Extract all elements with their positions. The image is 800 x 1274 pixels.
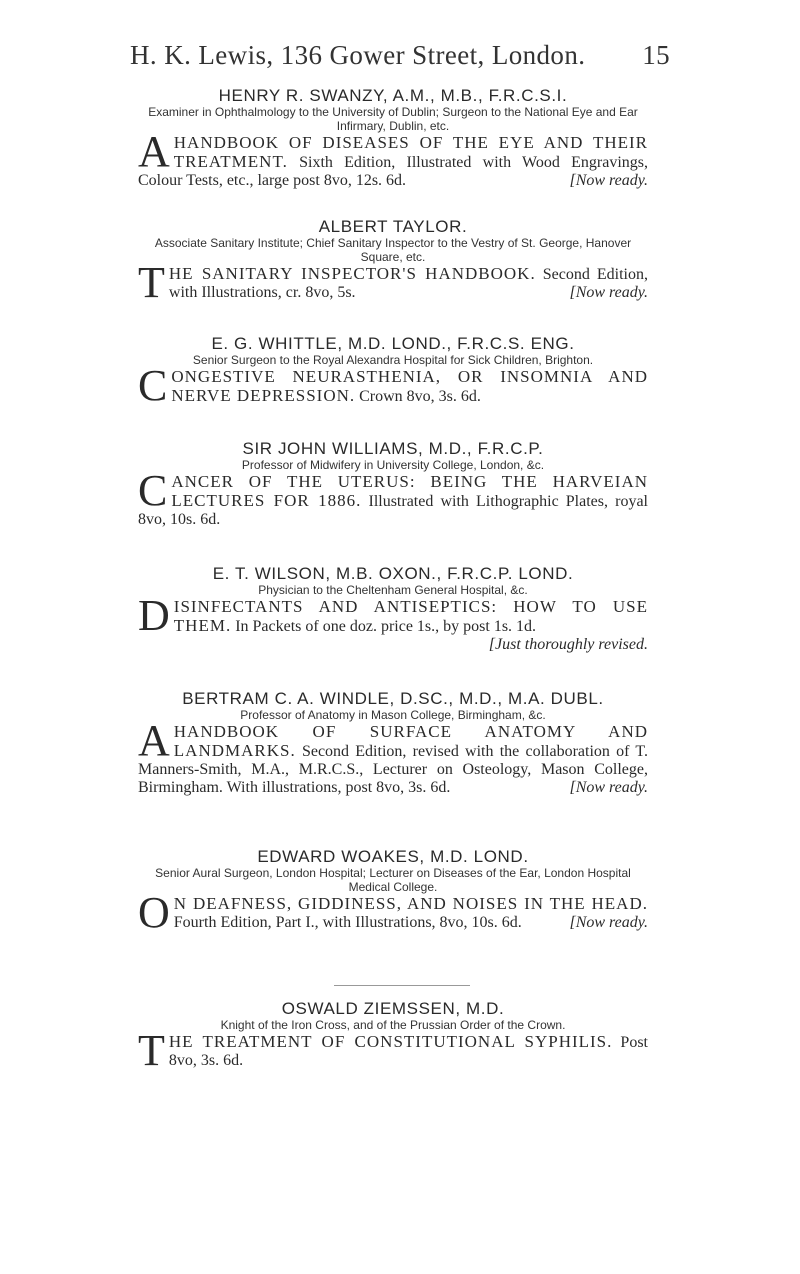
author-name: BERTRAM C. A. WINDLE, D.SC., M.D., M.A. DUBL. [182,689,604,708]
book-details: Post 8vo, 3s. 6d. [168,1034,648,1069]
drop-initial: A [138,716,170,765]
availability-status: [Now ready. [569,172,648,189]
author-name: ALBERT TAYLOR. [318,217,468,236]
author-name: EDWARD WOAKES, M.D. LOND. [257,847,529,866]
author-name: HENRY R. SWANZY, A.M., M.B., F.R.C.S.I. [218,86,568,105]
catalogue-entry [138,565,648,654]
availability-status: [Now ready. [569,284,648,301]
book-title: HE SANITARY INSPECTOR'S HANDBOOK. [168,264,536,283]
book-details: In Packets of one doz. price 1s., by post 1s. 1d. [235,618,537,635]
book-listing [138,591,648,654]
author-credential: Professor of Midwifery in University College, London, &c. [241,458,545,472]
running-head [130,40,670,71]
author-credential: Knight of the Iron Cross, and of the Prussian Order of the Crown. [220,1018,566,1032]
page-number: 15 [642,40,670,70]
book-title: ANCER OF THE UTERUS: BEING THE HARVEIAN LECTURES FOR 1886. [171,472,648,510]
book-listing [138,1026,648,1075]
catalogue-entry [138,334,648,410]
author-credential: Examiner in Ophthalmology to the University of Dublin; Surgeon to the National Eye and Ear Infirmary, Dublin, etc. [148,105,638,133]
author-name: SIR JOHN WILLIAMS, M.D., F.R.C.P. [242,439,544,458]
book-title: HE TREATMENT OF CONSTITUTIONAL SYPHILIS. [168,1032,613,1051]
drop-initial: C [138,466,168,515]
catalogue-entry [138,690,648,797]
drop-initial: O [138,888,170,937]
author-credential: Associate Sanitary Institute; Chief Sanitary Inspector to the Vestry of St. George, Hanover Square, etc. [154,236,632,264]
book-title: HANDBOOK OF DISEASES OF THE EYE AND THEIR TREATMENT. [173,133,648,171]
catalogue-entry [138,87,648,190]
book-details: Second Edition, revised with the collaboration of T. Manners-Smith, M.A., M.R.C.S., Lecturer on Osteology, Mason College, Birmingham. With illustrations, post 8vo, 3s. 6d. [138,743,648,796]
author-credential: Professor of Anatomy in Mason College, Birmingham, &c. [240,708,546,722]
author-credential: Senior Aural Surgeon, London Hospital; Lecturer on Diseases of the Ear, London Hospital Medical College. [155,866,631,894]
book-listing [138,716,648,797]
book-details: Second Edition, with Illustrations, cr. 8vo, 5s. [168,266,648,301]
drop-initial: T [138,258,165,307]
book-details: Crown 8vo, 3s. 6d. [359,388,481,405]
catalogue-entry [138,999,648,1075]
book-listing [138,888,648,937]
catalogue-entry [138,847,648,937]
availability-status: [Now ready. [569,914,648,931]
running-head-title: H. K. Lewis, 136 Gower Street, London. [130,40,586,70]
catalogue-entry [138,440,648,529]
catalogue-entry [138,217,648,307]
book-details: Fourth Edition, Part I., with Illustrations, 8vo, 10s. 6d. [173,914,522,931]
book-listing [138,127,648,190]
book-details: Sixth Edition, Illustrated with Wood Engravings, Colour Tests, etc., large post 8vo, 12s. 6d. [138,154,648,189]
book-title: ISINFECTANTS AND ANTISEPTICS: HOW TO USE THEM. [173,597,648,635]
drop-initial: A [138,127,170,176]
drop-initial: C [138,361,168,410]
book-details: Illustrated with Lithographic Plates, royal 8vo, 10s. 6d. [138,493,648,528]
author-name: E. T. WILSON, M.B. OXON., F.R.C.P. LOND. [212,564,574,583]
book-listing [138,466,648,529]
book-listing [138,258,648,307]
author-name: OSWALD ZIEMSSEN, M.D. [281,999,505,1018]
book-title: HANDBOOK OF SURFACE ANATOMY AND LANDMARKS. [173,722,648,760]
separator-rule [334,985,470,986]
book-title: N DEAFNESS, GIDDINESS, AND NOISES IN THE HEAD. [173,894,648,913]
author-credential: Physician to the Cheltenham General Hospital, &c. [258,583,528,597]
drop-initial: T [138,1026,165,1075]
author-credential: Senior Surgeon to the Royal Alexandra Hospital for Sick Children, Brighton. [192,353,594,367]
book-listing [138,361,648,410]
availability-status: [Just thoroughly revised. [488,636,648,653]
availability-status: [Now ready. [569,779,648,796]
book-title: ONGESTIVE NEURASTHENIA, OR INSOMNIA AND NERVE DEPRESSION. [171,367,648,405]
drop-initial: D [138,591,170,640]
author-name: E. G. WHITTLE, M.D. LOND., F.R.C.S. ENG. [211,334,575,353]
